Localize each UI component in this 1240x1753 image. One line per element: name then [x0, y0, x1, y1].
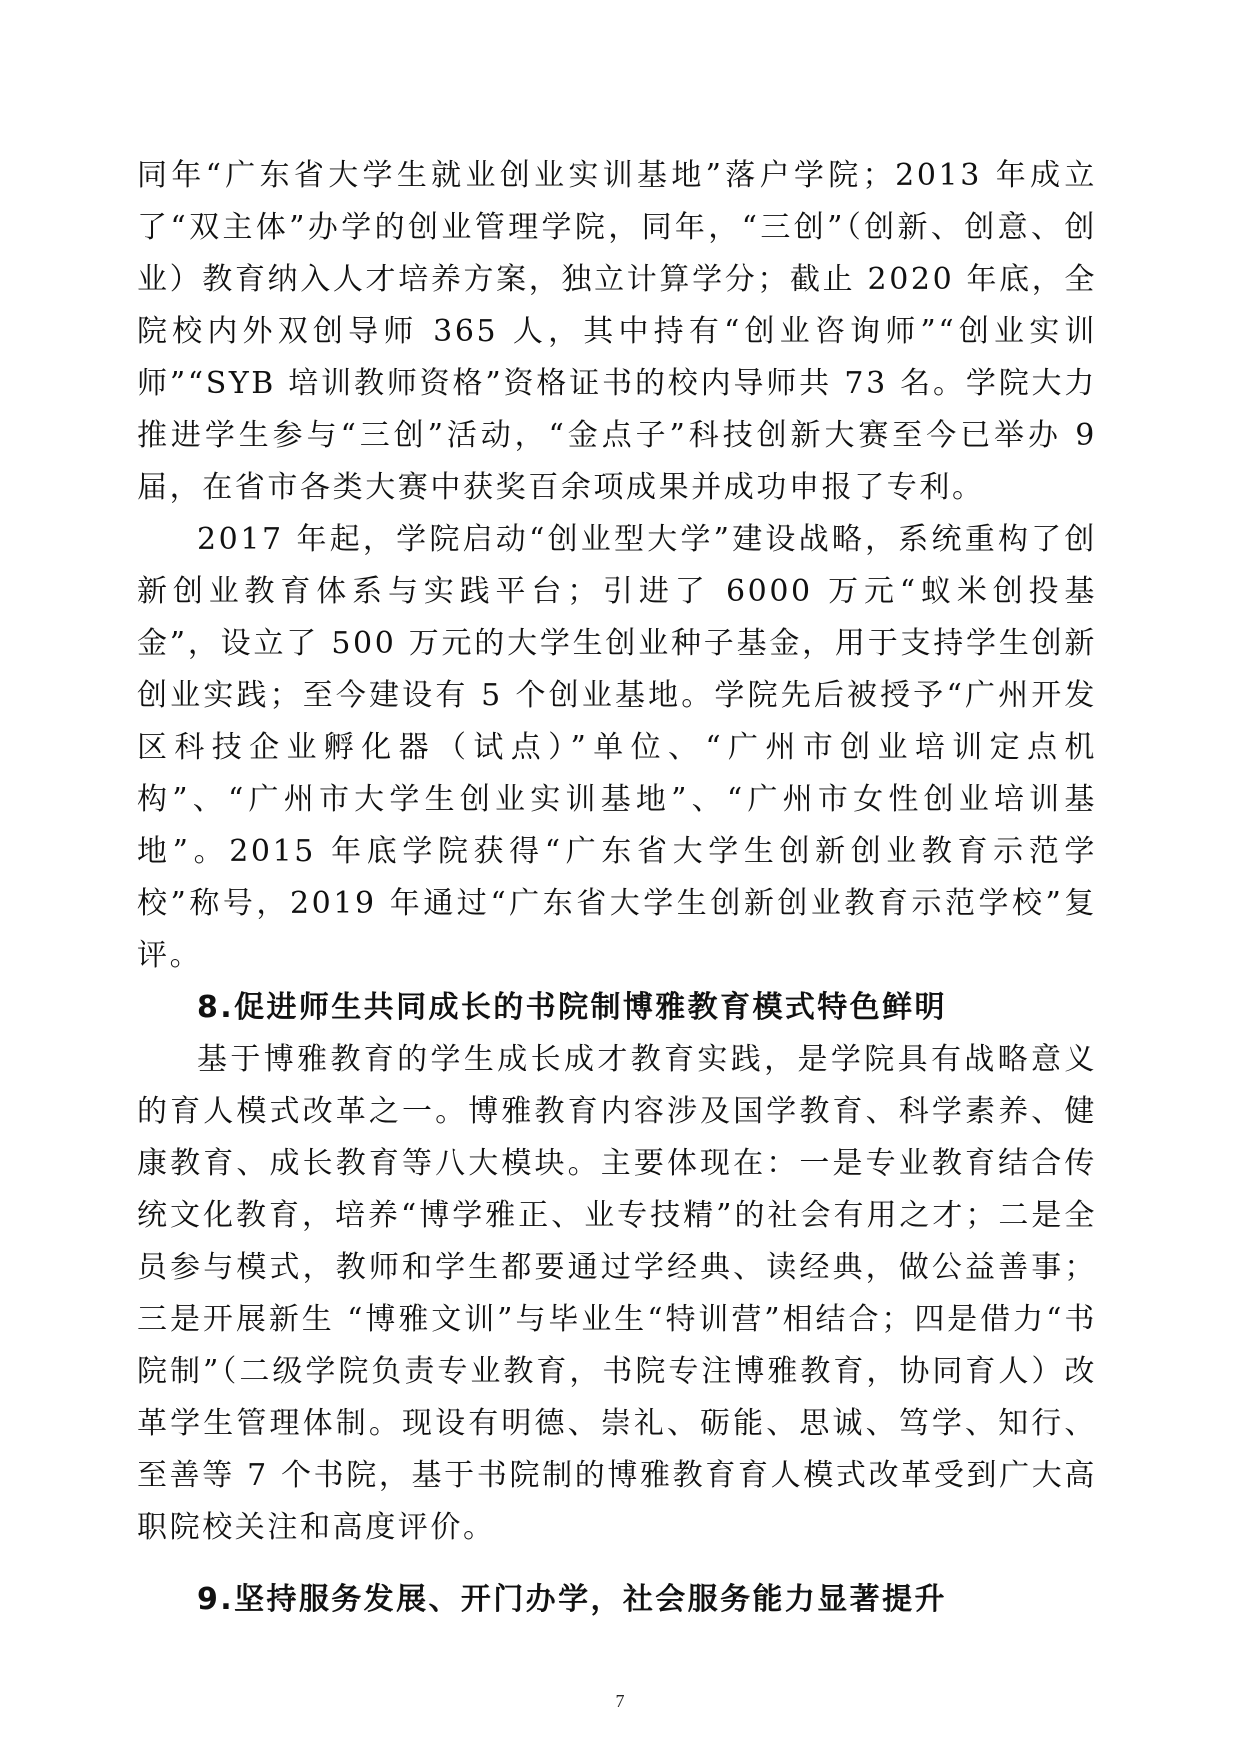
page-body	[137, 150, 1097, 1626]
section-heading-8: 8.促进师生共同成长的书院制博雅教育模式特色鲜明	[197, 990, 947, 1025]
paragraph-liberal-education: 基于博雅教育的学生成长成才教育实践，是学院具有战略意义的育人模式改革之一。博雅教育内容涉及国学教育、科学素养、健康教育、成长教育等八大模块。主要体现在：一是专业教育结合传统文化教育，培养“博学雅正、业专技精”的社会有用之才；二是全员参与模式，教师和学生都要通过学经典、读经典，做公益善事；三是开展新生 “博雅文训”与毕业生“特训营”相结合；四是借力“书院制”（二级学院负责专业教育，书院专注博雅教育，协同育人）改革学生管理体制。现设有明德、崇礼、砺能、思诚、笃学、知行、至善等 7 个书院，基于书院制的博雅教育育人模式改革受到广大高职院校关注和高度评价。	[137, 1042, 1097, 1545]
paragraph-continuation: 同年“广东省大学生就业创业实训基地”落户学院；2013 年成立了“双主体”办学的创业管理学院，同年，“三创”（创新、创意、创业）教育纳入人才培养方案，独立计算学分；截止 2020 年底，全院校内外双创导师 365 人，其中持有“创业咨询师”“创业实训师”“SYB 培训教师资格”资格证书的校内导师共 73 名。学院大力推进学生参与“三创”活动，“金点子”科技创新大赛至今已举办 9 届，在省市各类大赛中获奖百余项成果并成功申报了专利。	[137, 158, 1097, 505]
section-heading-9: 9.坚持服务发展、开门办学，社会服务能力显著提升	[197, 1582, 947, 1617]
page-number: 7	[615, 1691, 625, 1711]
paragraph-entrepreneurship: 2017 年起，学院启动“创业型大学”建设战略，系统重构了创新创业教育体系与实践平台；引进了 6000 万元“蚁米创投基金”，设立了 500 万元的大学生创业种子基金，用于支持学生创新创业实践；至今建设有 5 个创业基地。学院先后被授予“广州开发区科技企业孵化器（试点）”单位、“广州市创业培训定点机构”、“广州市大学生创业实训基地”、“广州市女性创业培训基地”。2015 年底学院获得“广东省大学生创新创业教育示范学校”称号，2019 年通过“广东省大学生创新创业教育示范学校”复评。	[137, 522, 1097, 973]
